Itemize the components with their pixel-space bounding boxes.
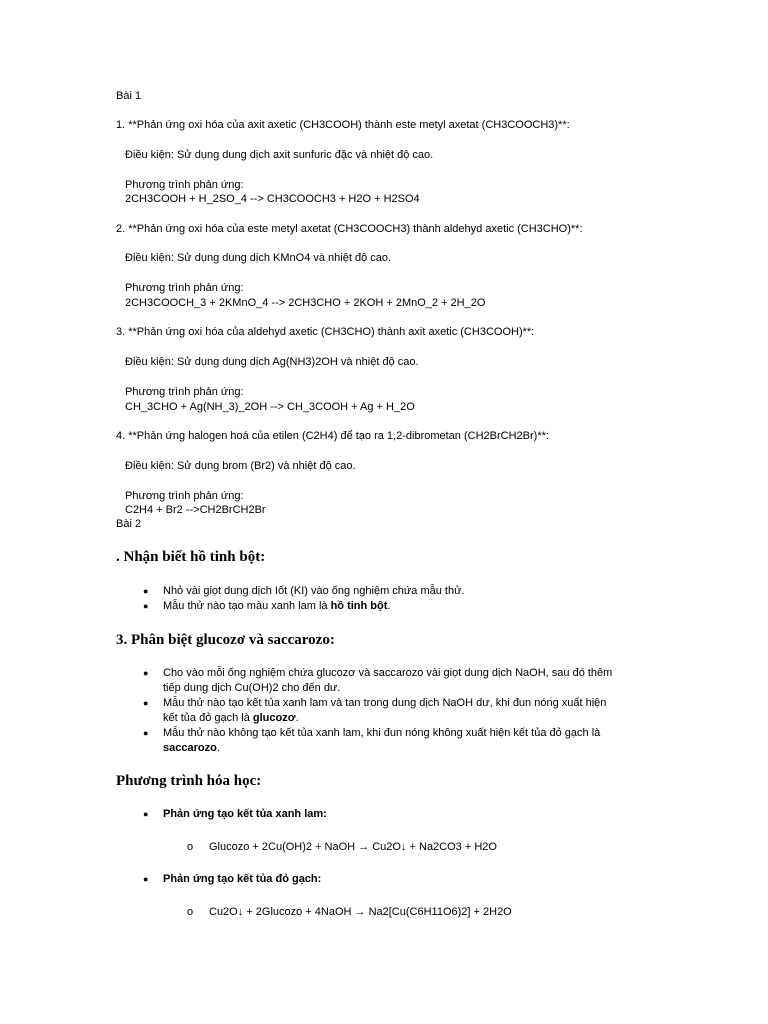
- bai1-item2-heading: 2. **Phản ứng oxi hóa của este metyl axetat (CH3COOCH3) thành aldehyd axetic (CH3CHO)**:: [116, 223, 583, 235]
- distinguish-bullet-3-line1: Mẫu thử nào không tạo kết tủa xanh lam, khi đun nóng không xuất hiện kết tủa đỏ gạch là: [163, 727, 601, 739]
- section-heading-distinguish: 3. Phân biệt glucozơ và saccarozo:: [116, 632, 335, 648]
- bai1-item2-equation: 2CH3COOCH_3 + 2KMnO_4 --> 2CH3CHO + 2KOH + 2MnO_2 + 2H_2O: [125, 297, 486, 309]
- bai1-title: Bài 1: [116, 90, 142, 102]
- bai1-item1-eq-label: Phương trình phản ứng:: [125, 179, 244, 191]
- bullet-icon: ●: [143, 586, 149, 596]
- circle-bullet-icon: o: [187, 906, 194, 918]
- bullet-icon: ●: [143, 698, 149, 708]
- starch-bullet-2: Mẫu thử nào tạo màu xanh lam là hồ tinh bột.: [163, 600, 391, 612]
- bai1-item1-equation: 2CH3COOH + H_2SO_4 --> CH3COOCH3 + H2O + H2SO4: [125, 193, 420, 205]
- section-heading-equations: Phương trình hóa học:: [116, 773, 262, 789]
- equation-blue-precipitate: Glucozo + 2Cu(OH)2 + NaOH → Cu2O↓ + Na2CO3 + H2O: [209, 841, 497, 853]
- equation-red-precipitate: Cu2O↓ + 2Glucozo + 4NaOH → Na2[Cu(C6H11O6)2] + 2H2O: [209, 906, 512, 918]
- distinguish-bullet-2-line1: Mẫu thử nào tạo kết tủa xanh lam và tan trong dung dịch NaOH dư, khi đun nóng xuất hiện: [163, 697, 607, 709]
- section-heading-starch: . Nhận biết hồ tinh bột:: [116, 549, 266, 565]
- bai2-title: Bài 2: [116, 518, 142, 530]
- equation-label-blue: Phản ứng tạo kết tủa xanh lam:: [163, 808, 327, 820]
- bai1-item2-condition: Điều kiện: Sử dụng dung dịch KMnO4 và nhiệt độ cao.: [125, 252, 392, 264]
- bullet-icon: ●: [143, 728, 149, 738]
- distinguish-bullet-3-line2: saccarozo.: [163, 742, 220, 754]
- bullet-icon: ●: [143, 874, 149, 884]
- bullet-icon: ●: [143, 601, 149, 611]
- bai1-item1-heading: 1. **Phản ứng oxi hóa của axit axetic (CH3COOH) thành este metyl axetat (CH3COOCH3)**:: [116, 119, 570, 131]
- bullet-icon: ●: [143, 809, 149, 819]
- starch-bullet-1: Nhỏ vài giọt dung dịch Iốt (KI) vào ống nghiệm chứa mẫu thử.: [163, 585, 465, 597]
- bai1-item4-heading: 4. **Phản ứng halogen hoá của etilen (C2H4) để tạo ra 1,2-dibrometan (CH2BrCH2Br)**:: [116, 430, 549, 442]
- bai1-item1-condition: Điều kiện: Sử dụng dung dịch axit sunfuric đặc và nhiệt độ cao.: [125, 149, 434, 161]
- bai1-item3-heading: 3. **Phản ứng oxi hóa của aldehyd axetic (CH3CHO) thành axit axetic (CH3COOH)**:: [116, 326, 535, 338]
- distinguish-bullet-1-line1: Cho vào mỗi ống nghiệm chứa glucozơ và saccarozo vài giọt dung dịch NaOH, sau đó thêm: [163, 667, 613, 679]
- equation-label-red: Phản ứng tạo kết tủa đỏ gạch:: [163, 873, 322, 885]
- bai1-item3-eq-label: Phương trình phản ứng:: [125, 386, 244, 398]
- bai1-item2-eq-label: Phương trình phản ứng:: [125, 282, 244, 294]
- bai1-item4-condition: Điều kiện: Sử dụng brom (Br2) và nhiệt độ cao.: [125, 460, 356, 472]
- bai1-item4-equation: C2H4 + Br2 -->CH2BrCH2Br: [125, 504, 266, 516]
- bai1-item3-equation: CH_3CHO + Ag(NH_3)_2OH --> CH_3COOH + Ag + H_2O: [125, 401, 415, 413]
- bai1-item4-eq-label: Phương trình phản ứng:: [125, 490, 244, 502]
- distinguish-bullet-2-line2: kết tủa đỏ gạch là glucozơ.: [163, 712, 299, 724]
- bai1-item3-condition: Điều kiện: Sử dụng dung dịch Ag(NH3)2OH và nhiệt độ cao.: [125, 356, 419, 368]
- distinguish-bullet-1-line2: tiếp dung dịch Cu(OH)2 cho đến dư.: [163, 682, 341, 694]
- bullet-icon: ●: [143, 668, 149, 678]
- circle-bullet-icon: o: [187, 841, 194, 853]
